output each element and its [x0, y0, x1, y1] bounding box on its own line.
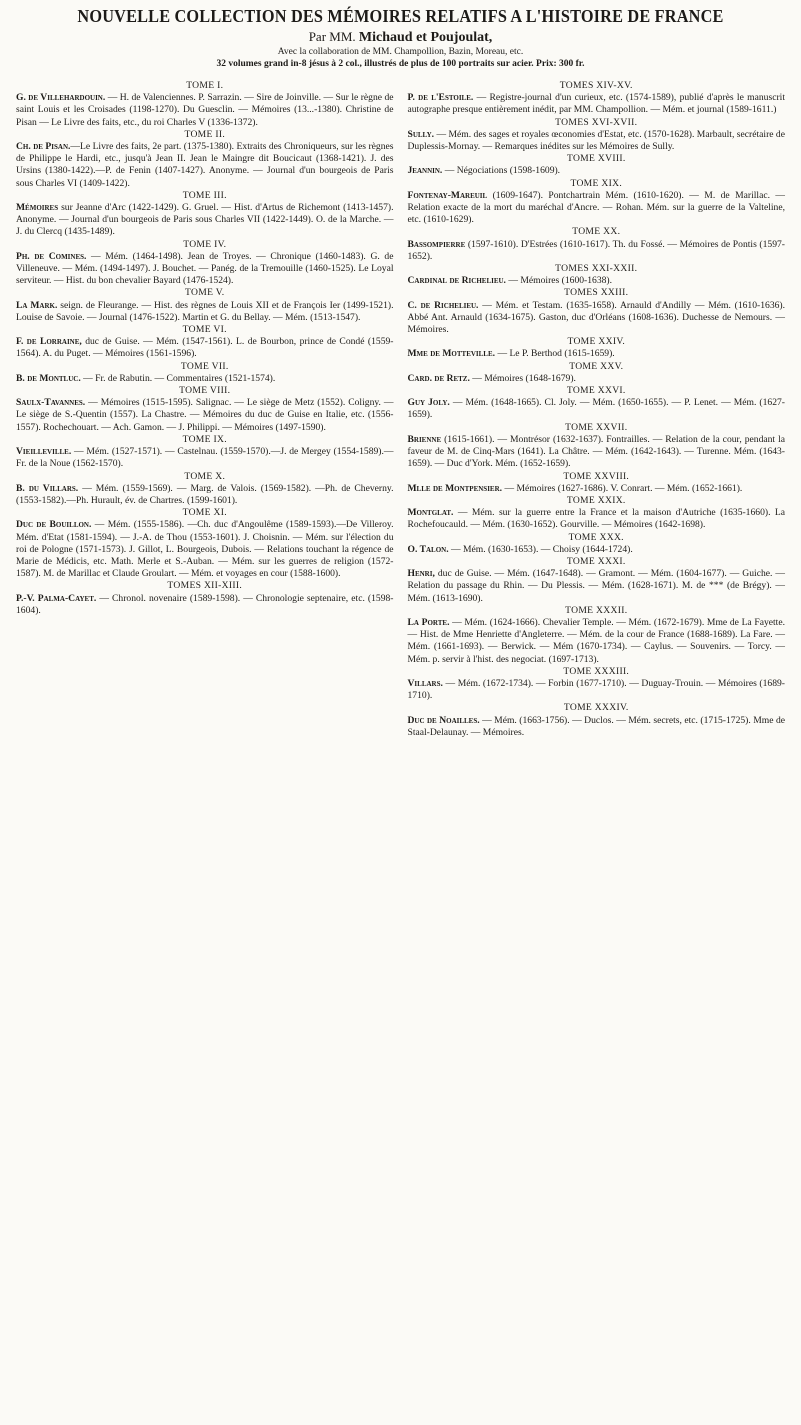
- volume-entry: [408, 397, 786, 421]
- volume-entry: [16, 251, 394, 288]
- entry-author: Mlle de Montpensier.: [407, 482, 503, 494]
- tome-heading: TOME IX.: [182, 433, 227, 445]
- entry-author: Henri,: [407, 568, 435, 580]
- entry-author: Villars.: [407, 677, 443, 689]
- entry-author: P. de l'Estoile.: [407, 92, 474, 104]
- entry-author: Duc de Noailles.: [407, 714, 480, 726]
- volume-entry: [16, 483, 394, 507]
- volume-entry: [408, 348, 786, 360]
- tome-heading: TOME XXX.: [568, 531, 624, 543]
- entry-text: — Mém. (1624-1666). Chevalier Temple. — Mém. (1672-1679). Mme de La Fayette. — Hist. de Mme Henriette d'Angleterre. — Mém. de la cour de France (1688-1689). La Fare. — Mém. (1661-1693). — Berwick. — Mém (1670-1734). — Caylus. — Souvenirs. — Torcy. — Mém. p. servir à l'hist. des negociat. (1697-1713).: [407, 616, 785, 665]
- volume-entry: [408, 617, 786, 666]
- entry-author: O. Talon.: [407, 543, 449, 555]
- entry-author: Bassompierre: [407, 238, 466, 250]
- tome-heading: TOMES XVI-XVII.: [555, 116, 638, 128]
- volume-entry: [408, 239, 786, 263]
- entry-author: Duc de Bouillon.: [16, 519, 92, 531]
- entry-text: —Le Livre des faits, 2e part. (1375-1380). Extraits des Chroniqueurs, sur les règnes de Philippe le Hardi, etc., jusqu'à Jean II. Jean le Maingre dit Boucicaut (1368-1421). J. des Ursins (1380-1422).—P. de Fenin (1407-1427). Anonyme. — Journal d'un bourgeois de Paris sous Charles VI (1409-1422).: [16, 141, 394, 189]
- entry-text: — Mém. (1555-1586). —Ch. duc d'Angoulême (1589-1593).—De Villeroy. Mém. d'Etat (1581-1594). — J.-A. de Thou (1553-1601). J. Choisnin. — Mém. sur l'élection du roi de Pologne (1571-1573). J. Gillot, L. Bourgeois, Dubois. — Relations touchant la régence de Marie de Médicis, etc. Math. Merle et S.-Auban. — Mém. sur les guerres de religion (1572-1587). M. de Marillac et Claude Groulart. — Mém. et voyages en cour (1588-1600).: [16, 519, 394, 580]
- entry-author: Cardinal de Richelieu.: [407, 275, 506, 287]
- volume-entry: [16, 446, 394, 470]
- volume-entry: [408, 190, 786, 227]
- entry-text: duc de Guise. — Mém. (1547-1561). L. de Bourbon, prince de Condé (1559-1564). A. du Puget. — Mémoires (1561-1596).: [16, 336, 394, 360]
- volume-entry: [16, 92, 394, 129]
- entry-author: G. de Villehardouin.: [16, 92, 106, 104]
- entry-author: Ch. de Pisan.: [16, 141, 71, 153]
- tome-heading: TOME XX.: [572, 226, 621, 238]
- volume-entry: [16, 397, 394, 434]
- tome-heading: TOME I.: [186, 80, 224, 91]
- tome-heading: TOMES XXI-XXII.: [555, 263, 638, 275]
- tome-heading: TOME XXVII.: [565, 421, 628, 433]
- tome-heading: TOME II.: [184, 128, 226, 140]
- entry-text: — Mém. (1672-1734). — Forbin (1677-1710). — Duguay-Trouin. — Mémoires (1689-1710).: [407, 677, 785, 702]
- tome-heading: TOME VIII.: [179, 385, 231, 397]
- volume-entry: [408, 129, 786, 153]
- tome-heading: TOME XXXIV.: [563, 702, 629, 714]
- volume-entry: [408, 507, 786, 531]
- entry-author: P.-V. Palma-Cayet.: [16, 592, 97, 604]
- entry-text: — Négociations (1598-1609).: [442, 165, 561, 177]
- entry-text: — Chronol. novenaire (1589-1598). — Chronologie septenaire, etc. (1598-1604).: [16, 592, 394, 616]
- entry-text: seign. de Fleurange. — Hist. des règnes de Louis XII et de François Ier (1499-1521). Louise de Savoie. — Journal (1476-1522). Martin et G. du Bellay. — Mém. (1513-1547).: [16, 299, 394, 323]
- volume-entry: [16, 519, 394, 580]
- tome-heading: TOME VI.: [182, 324, 227, 336]
- entry-text: — Mém. (1464-1498). Jean de Troyes. — Chronique (1460-1483). G. de Villeneuve. — Mém. (1494-1497). J. Bouchet. — Panég. de la Tremouille (1460-1525). Le Loyal serviteur. — Hist. du bon chevalier Bayard (1476-1524).: [16, 250, 394, 287]
- tome-heading: TOME XVIII.: [566, 153, 626, 165]
- entry-text: — Mém. (1663-1756). — Duclos. — Mém. secrets, etc. (1715-1725). Mme de Staal-Delaunay. — Mémoires.: [407, 714, 786, 738]
- volume-entry: [16, 202, 394, 239]
- entry-text: (1615-1661). — Montrésor (1632-1637). Fontrailles. — Relation de la cour, pendant la faveur de M. de Cinq-Mars (1641). La Châtre. — Mém. (1642-1643). — Turenne. Mém. (1643-1659). — Duc d'York. Mém. (1652-1659).: [407, 433, 785, 470]
- entry-author: Montglat.: [407, 507, 454, 519]
- volume-entry: [408, 434, 786, 471]
- entry-author: Guy Joly.: [407, 397, 450, 409]
- entry-author: La Mark.: [16, 299, 58, 311]
- entry-text: (1597-1610). D'Estrées (1610-1617). Th. du Fossé. — Mémoires de Pontis (1597-1652).: [407, 238, 785, 262]
- entry-author: B. du Villars.: [16, 482, 79, 494]
- entry-author: Jeannin.: [407, 165, 443, 177]
- tome-heading: TOME XXIX.: [566, 494, 626, 506]
- entry-text: — Mém. (1527-1571). — Castelnau. (1559-1570).—J. de Mergey (1554-1589).—Fr. de la Noue (1562-1570).: [16, 446, 394, 470]
- tome-heading: TOME XXIV.: [567, 336, 626, 348]
- entry-text: (1609-1647). Pontchartrain Mém. (1610-1620). — M. de Marillac. — Relation exacte de la mort du maréchal d'Ancre. — Rohan. Mém. sur la guerre de la Valteline, etc. (1610-1629).: [407, 189, 785, 226]
- entry-text: — Mém. (1559-1569). — Marg. de Valois. (1569-1582). —Ph. de Cheverny. (1553-1582).—Ph. Hurault, év. de Chartres. (1599-1601).: [16, 482, 394, 506]
- entry-author: Brienne: [407, 433, 442, 445]
- entry-text: — Mémoires (1648-1679).: [469, 372, 576, 384]
- volume-entry: [16, 373, 394, 385]
- entry-text: — Mémoires (1600-1638).: [505, 275, 613, 287]
- tome-heading: TOME X.: [184, 470, 226, 482]
- entry-text: — Mém. des sages et royales œconomies d'Estat, etc. (1570-1628). Marbault, secrétaire de Duplessis-Mornay. — Remarques inédites sur les Mémoires de Sully.: [407, 128, 785, 153]
- volume-entry: [408, 373, 786, 385]
- entry-text: — H. de Valenciennes. P. Sarrazin. — Sire de Joinville. — Sur le règne de saint Louis et les Croisades (1198-1270). Du Guesclin. — Mémoires (13...-1380). Christine de Pisan — Le Livre des faits, etc., du roi Charles V (1336-1372).: [16, 92, 394, 128]
- volume-entry: [408, 300, 786, 337]
- entry-author: Sully.: [407, 128, 435, 140]
- entry-text: — Mém. (1648-1665). Cl. Joly. — Mém. (1650-1655). — P. Lenet. — Mém. (1627-1659).: [407, 397, 785, 421]
- volume-entry: [408, 715, 786, 739]
- volume-entry: [16, 336, 394, 360]
- entry-author: Ph. de Comines.: [16, 250, 87, 262]
- volume-entry: [16, 300, 394, 324]
- entry-author: Card. de Retz.: [407, 372, 470, 384]
- volume-entry: [408, 165, 786, 177]
- entry-text: — Mémoires (1515-1595). Salignac. — Le siège de Metz (1552). Coligny. — Le siège de S.-Quentin (1557). La Chastre. — Mémoires du duc de Guise en Italie, etc. (1556-1557). Rochechouart. — Ach. Gamon. — J. Philippi. — Mémoires (1497-1590).: [16, 397, 394, 433]
- page-title: NOUVELLE COLLECTION DES MÉMOIRES RELATIFS A L'HISTOIRE DE FRANCE: [77, 6, 724, 26]
- volume-entry: [16, 593, 394, 617]
- volume-entry: [408, 92, 786, 116]
- collaboration-line: Avec la collaboration de MM. Champollion, Bazin, Moreau, etc.: [277, 47, 524, 57]
- left-column: [16, 80, 394, 739]
- tome-heading: TOME XXVI.: [566, 385, 626, 397]
- tome-heading: TOME XI.: [182, 507, 227, 519]
- entry-author: B. de Montluc.: [16, 372, 81, 384]
- entry-text: — Mém. et Testam. (1635-1658). Arnauld d'Andilly — Mém. (1610-1636). Abbé Ant. Arnauld (1634-1675). Gaston, duc d'Orléans (1608-1636). Duchesse de Nemours. — Mémoires.: [407, 299, 785, 336]
- entry-author: La Porte.: [407, 616, 450, 628]
- tome-heading: TOME XXXI.: [566, 555, 626, 567]
- entry-author: Mémoires: [16, 202, 59, 214]
- volume-entry: [16, 141, 394, 190]
- entry-text: — Le P. Berthod (1615-1659).: [495, 348, 615, 360]
- tome-heading: TOME VII.: [180, 360, 229, 372]
- volume-entry: [408, 483, 786, 495]
- entry-author: Mme de Motteville.: [407, 348, 496, 360]
- entry-text: — Mém. sur la guerre entre la France et la maison d'Autriche (1635-1660). La Rochefoucauld. — Mém. (1630-1652). Gourville. — Mémoires (1642-1698).: [407, 507, 785, 531]
- tome-heading: TOME IV.: [183, 238, 227, 250]
- tome-heading: TOME III.: [182, 189, 227, 201]
- entry-author: Fontenay-Mareuil: [407, 189, 488, 201]
- tome-heading: TOME XXVIII.: [563, 470, 630, 482]
- entry-text: — Registre-journal d'un curieux, etc. (1574-1589), publié d'après le manuscrit autographe presque entièrement inédit, par MM. Champollion. — Mém. et journal (1589-1611.): [407, 92, 785, 116]
- entry-author: C. de Richelieu.: [407, 299, 479, 311]
- entry-author: Saulx-Tavannes.: [16, 397, 86, 409]
- entry-author: F. de Lorraine,: [16, 336, 82, 348]
- entry-text: sur Jeanne d'Arc (1422-1429). G. Gruel. — Hist. d'Artus de Richemont (1413-1457). Anonyme. — Journal d'un bourgeois de Paris sous Charles VII (1422-1449). O. de la Marche. — J. du Clercq (1435-1489).: [16, 202, 394, 238]
- volume-entry: [408, 544, 786, 556]
- entry-text: — Mémoires (1627-1686). V. Conrart. — Mém. (1652-1661).: [502, 482, 743, 494]
- tome-heading: TOME XIX.: [570, 177, 623, 189]
- tome-heading: TOME XXXII.: [565, 604, 628, 616]
- tome-heading: TOME V.: [185, 287, 225, 299]
- tome-heading: TOMES XIV-XV.: [559, 80, 633, 91]
- entry-author: Vieilleville.: [16, 446, 72, 458]
- authors-prefix: Par MM.: [308, 29, 356, 44]
- tome-heading: TOMES XXIII.: [564, 287, 629, 299]
- format-price-line: 32 volumes grand in-8 jésus à 2 col., illustrés de plus de 100 portraits sur acier. Prix: 300 fr.: [216, 59, 585, 69]
- right-column: [408, 80, 786, 739]
- authors-line: [16, 29, 785, 46]
- volume-entry: [408, 678, 786, 702]
- authors-names: Michaud et Poujoulat,: [358, 30, 493, 45]
- volume-entry: [408, 568, 786, 605]
- tome-heading: TOME XXV.: [569, 360, 624, 372]
- volumes-columns: [16, 80, 785, 739]
- tome-heading: TOMES XII-XIII.: [167, 580, 243, 592]
- entry-text: — Fr. de Rabutin. — Commentaires (1521-1574).: [80, 372, 276, 384]
- tome-heading: TOME XXXIII.: [563, 665, 630, 677]
- volume-entry: [408, 275, 786, 287]
- entry-text: — Mém. (1630-1653). — Choisy (1644-1724).: [448, 543, 633, 555]
- entry-text: duc de Guise. — Mém. (1647-1648). — Gramont. — Mém. (1604-1677). — Guiche. — Relation du passage du Rhin. — Du Plessis. — Mém. (1628-1671). M. de *** (de Brégy). — Mém. (1613-1690).: [407, 568, 785, 604]
